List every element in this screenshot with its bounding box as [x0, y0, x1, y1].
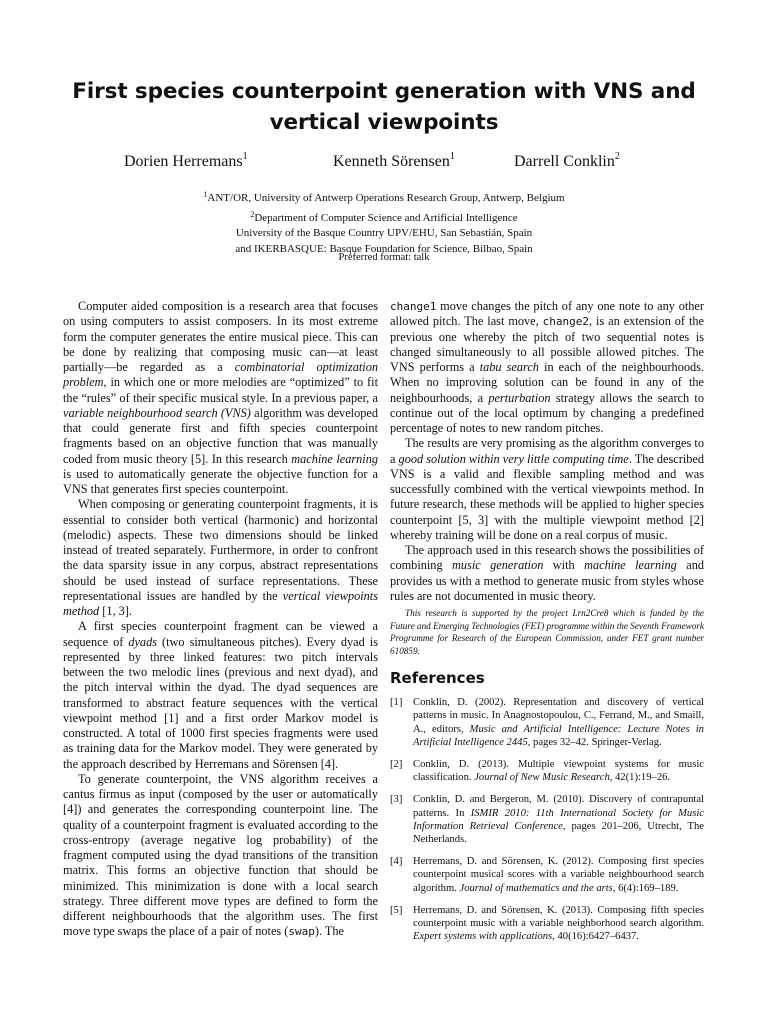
paragraph-5: The results are very promising as the algorithm converges to a good solution within very little computing time. The described VNS is a valid and flexible sampling method and was successfully combined with the vertical viewpoints method. In future research, these methods will be applied to higher species counterpoint [5, 3] with the multiple viewpoint method [2] whereby training will be done on a real corpus of music. — [390, 436, 705, 542]
author-2: Kenneth Sörensen$^1$ — [333, 151, 455, 170]
affiliation-2-line-3: and IKERBASQUE: Basque Foundation for Science, Bilbao, Spain — [235, 242, 533, 255]
paragraph-2: When composing or generating counterpoint fragments, it is essential to consider both vertical (harmonic) and horizontal (melodic) aspects. These two dimensions should be linked instead of treated separately. Furthermore, in order to confront the data sparsity issue in any corpus, abstract representations should be used instead of surface representations. These representational issues are handled by the vertical viewpoints method [1, 3]. — [63, 497, 379, 618]
affiliation-2: $^2$Department of Computer Science and Artificial Intelligence — [250, 209, 518, 224]
author-1: Dorien Herremans$^1$ — [124, 151, 248, 170]
author-3: Darrell Conklin$^2$ — [514, 151, 620, 170]
preferred-format: Preferred format: talk — [338, 252, 430, 263]
reference-item: [5] Herremans, D. and Sörensen, K. (2013). Composing fifth species counterpoint music with a variable neighborhood search algorithm. Expert systems with applications, 40(16):6427–6437. — [390, 904, 704, 943]
paragraph-4: To generate counterpoint, the VNS algorithm receives a cantus firmus as input (composed by the user or automatically [4]) and generates the corresponding counterpoint line. The quality of a counterpoint fragment is evaluated according to the cross-entropy (average negative log probability) of the fragment computed using the dyad transitions of the transition matrix. This forms an objective function that should be minimized. This minimization is done with a local search strategy. Three different move types are defined to form the different neighbourhoods that the algorithm uses. The first move type swaps the place of a pair of notes (swap). The — [63, 771, 378, 939]
affiliation-2-line-2: University of the Basque Country UPV/EHU, San Sebastián, Spain — [235, 227, 533, 239]
paragraph-1: Computer aided composition is a research area that focuses on using computers to assist composers. In its most extreme form the computer generates the entire musical piece. This can be done by realizing that composing music can—at least partially—be regarded as a combinatorial optimization problem, in which one or more melodies are “optimized” to fit the “rules” of their specific musical style. In a previous paper, a variable neighbourhood search (VNS) algorithm was developed that could generate first and fifth species counterpoint fragments based on an objective function that was manually coded from music theory [5]. In this research machine learning is used to automatically generate the objective function for a VNS that generates first species counterpoint. — [63, 299, 379, 496]
acknowledgement: This research is supported by the project Lrn2Cre8 which is funded by the Future and Emerging Technologies (FET) programme within the Seventh Framework Programme for Research of the European Commission, under FET grant number 610859. — [390, 608, 704, 656]
paragraph-3: A first species counterpoint fragment can be viewed a sequence of dyads (two simultaneous pitches). Every dyad is represented by three linked features: two pitch intervals between the two melodic lines (previous and next dyad), and the pitch interval within the dyad. The dyad sequences are transformed to abstract feature sequences with the vertical viewpoint method [1] and a first order Markov model is constructed. A total of 1000 first species fragments were used as training data for the Markov model. They were generated by the approach described by Herremans and Sörensen [4]. — [63, 619, 378, 771]
reference-item: [4] Herremans, D. and Sörensen, K. (2012). Composing first species counterpoint musical scores with a variable neighbourhood search algorithm. Journal of mathematics and the arts, 6(4):169–189. — [390, 856, 704, 894]
reference-item: [3] Conklin, D. and Bergeron, M. (2010). Discovery of contrapuntal patterns. In ISMIR 2010: 11th International Society for Music Information Retrieval Conference, pages 201–206, Utrecht, The Netherlands. — [390, 794, 704, 846]
reference-item: [2] Conklin, D. (2013). Multiple viewpoint systems for music classification. Journal of New Music Research, 42(1):19–26. — [390, 759, 704, 784]
right-column — [390, 299, 704, 953]
affiliation-1: $^1$ANT/OR, University of Antwerp Operations Research Group, Antwerp, Belgium — [203, 190, 565, 204]
paragraph-4-continued: change1 move changes the pitch of any one note to any other allowed pitch. The last move, change2, is an extension of the previous one whereby the pitch of two sequential notes is changed simultaneously to all possible allowed pitches. The VNS performs a tabu search in each of the neighbourhoods. When no improving solution can be found in any of the neighbourhoods, a perturbation strategy allows the search to continue out of the local optimum by changing a predefined percentage of notes to new random pitches. — [390, 299, 704, 435]
paragraph-6: The approach used in this research shows the possibilities of combining music generation with machine learning and provides us with a method to generate music from styles whose rules are not documented in music theory. — [390, 543, 704, 603]
reference-item: [1] Conklin, D. (2002). Representation and discovery of vertical patterns in music. In Anagnostopoulou, C., Ferrand, M., and Smaill, A., editors, Music and Artificial Intelligence: Lecture Notes in Artificial Intelligence 2445, pages 32–42. Springer-Verlag. — [390, 697, 704, 748]
affiliations — [0, 187, 768, 257]
paper-title: First species counterpoint generation with VNS and vertical viewpoints — [72, 79, 696, 135]
left-column — [63, 299, 378, 940]
references-heading: References — [390, 669, 485, 687]
